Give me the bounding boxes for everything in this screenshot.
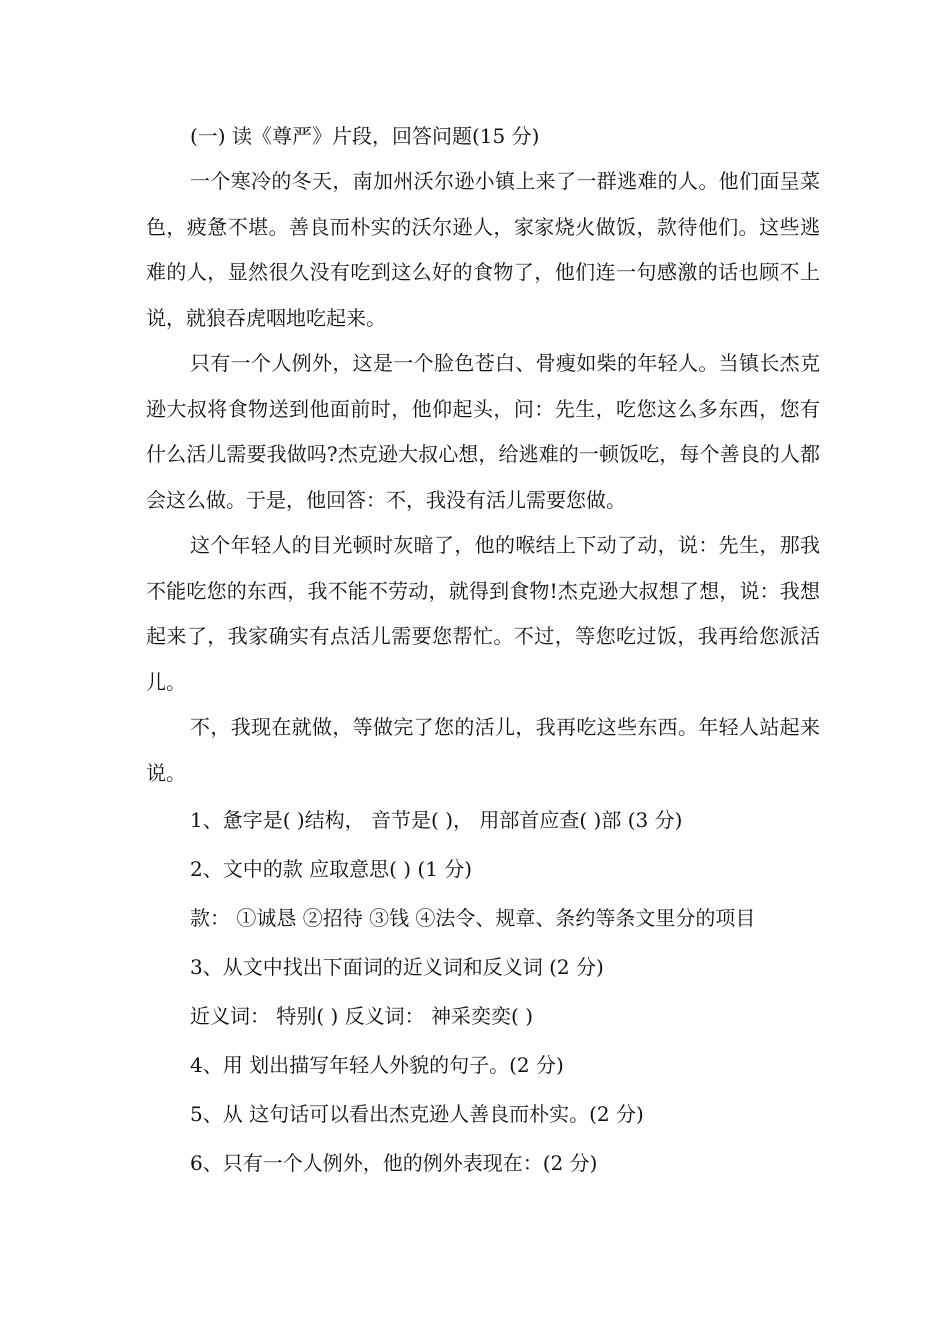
story-paragraph-3: 这个年轻人的目光顿时灰暗了，他的喉结上下动了动，说：先生，那我不能吃您的东西，我不能不劳动，就得到食物!杰克逊大叔想了想，说：我想起来了，我家确实有点活儿需要您帮忙。不过，等您吃过饭，我再给您派活儿。 bbox=[146, 533, 820, 694]
question-5: 5、从 这句话可以看出杰克逊人善良而朴实。(2 分) bbox=[190, 1102, 644, 1126]
question-3: 3、从文中找出下面词的近义词和反义词 (2 分) bbox=[190, 955, 604, 979]
question-4: 4、用 划出描写年轻人外貌的句子。(2 分) bbox=[190, 1053, 564, 1077]
question-2: 2、文中的款 应取意思( ) (1 分) bbox=[190, 857, 473, 881]
question-1: 1、惫字是( )结构， 音节是( )， 用部首应查( )部 (3 分) bbox=[190, 808, 683, 832]
story-paragraph-1: 一个寒冷的冬天，南加州沃尔逊小镇上来了一群逃难的人。他们面呈菜色，疲惫不堪。善良而朴实的沃尔逊人，家家烧火做饭，款待他们。这些逃难的人，显然很久没有吃到这么好的食物了，他们连一句感激的话也顾不上说，就狼吞虎咽地吃起来。 bbox=[146, 169, 820, 330]
document-content bbox=[146, 114, 820, 1188]
question-3-answer-line: 近义词： 特别( ) 反义词： 神采奕奕( ) bbox=[190, 1004, 533, 1028]
question-6: 6、只有一个人例外，他的例外表现在：(2 分) bbox=[190, 1151, 598, 1175]
question-2-options: 款： ①诚恳 ②招待 ③钱 ④法令、规章、条约等条文里分的项目 bbox=[190, 906, 756, 930]
story-paragraph-2: 只有一个人例外，这是一个脸色苍白、骨瘦如柴的年轻人。当镇长杰克逊大叔将食物送到他面前时，他仰起头，问：先生，吃您这么多东西，您有什么活儿需要我做吗?杰克逊大叔心想，给逃难的一顿饭吃，每个善良的人都会这么做。于是，他回答：不，我没有活儿需要您做。 bbox=[146, 351, 820, 512]
section-title: (一) 读《尊严》片段，回答问题(15 分) bbox=[190, 124, 540, 148]
story-paragraph-4: 不，我现在就做，等做完了您的活儿，我再吃这些东西。年轻人站起来说。 bbox=[146, 715, 820, 785]
